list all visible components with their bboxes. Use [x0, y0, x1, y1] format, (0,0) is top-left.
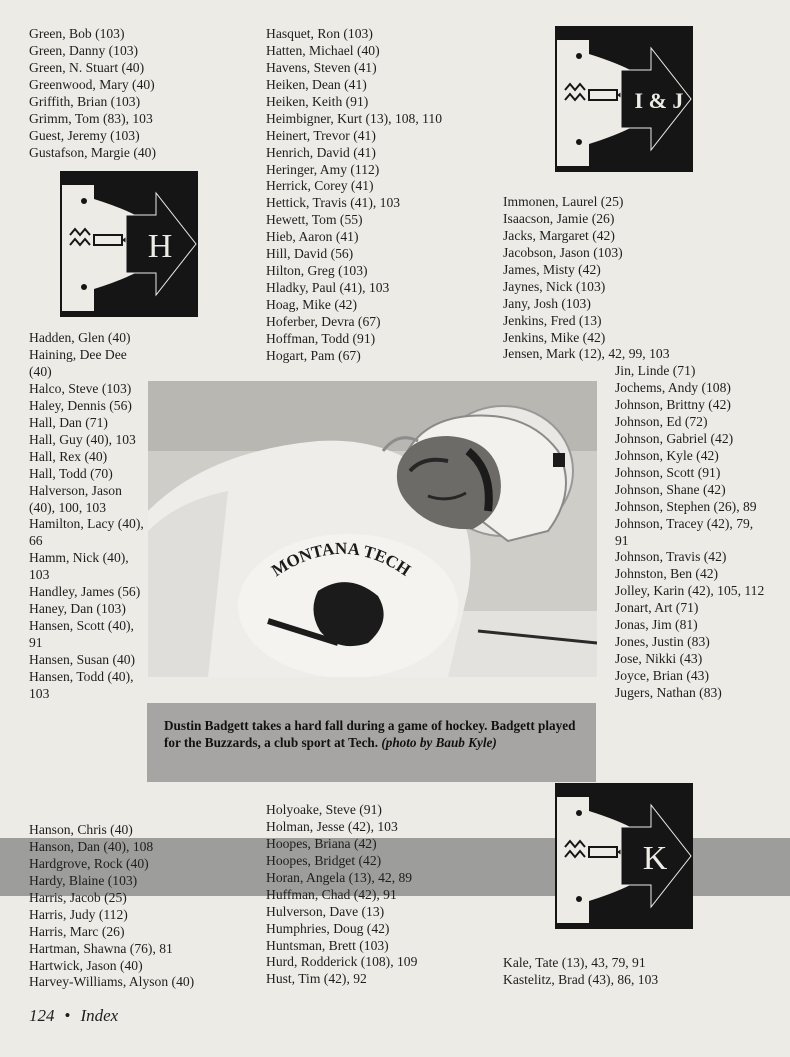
index-entry: Heiken, Dean (41) — [266, 76, 367, 92]
index-entry: Green, Bob (103) — [29, 26, 125, 41]
index-entry: Heiken, Keith (91) — [266, 93, 369, 109]
index-entry: Jose, Nikki (43) — [615, 651, 703, 667]
index-entry: Heringer, Amy (112) — [266, 161, 380, 177]
index-entry: Handley, James (56) — [29, 584, 141, 600]
index-entry: Hardgrove, Rock (40) — [29, 855, 149, 871]
section-letter-label: K — [642, 840, 668, 877]
index-entry: Johnson, Ed (72) — [615, 413, 708, 429]
index-entry: Jensen, Mark (12), 42, 99, 103 — [503, 346, 670, 362]
shirt-text: MONTANA TECH — [268, 538, 415, 581]
index-entry: Heinert, Trevor (41) — [266, 127, 376, 143]
index-entry: Joyce, Brian (43) — [615, 668, 709, 684]
index-entry: Harris, Judy (112) — [29, 906, 128, 922]
page-footer — [29, 1006, 118, 1026]
index-entry: Jolley, Karin (42), 105, 112 — [615, 583, 765, 599]
index-entry: Havens, Steven (41) — [266, 59, 377, 75]
index-entry: Hansen, Scott (40), 91 — [29, 618, 134, 651]
index-entry: Henrich, David (41) — [266, 144, 376, 160]
index-entry: Hulverson, Dave (13) — [266, 903, 385, 919]
index-entry: Johnson, Brittny (42) — [615, 396, 731, 412]
index-entry: Hansen, Susan (40) — [29, 652, 136, 668]
index-entry: Hanson, Dan (40), 108 — [29, 838, 154, 854]
index-entry: Gustafson, Margie (40) — [29, 144, 156, 160]
index-entry: Haining, Dee Dee (40) — [29, 346, 127, 379]
index-entry: Griffith, Brian (103) — [29, 93, 141, 109]
index-entry: Hamm, Nick (40), 103 — [29, 550, 129, 583]
index-entry: Hill, David (56) — [266, 246, 354, 262]
index-entry: Halco, Steve (103) — [29, 380, 132, 396]
index-column — [503, 955, 658, 989]
index-entry: Hadden, Glen (40) — [29, 330, 131, 345]
index-entry: Hansen, Todd (40), 103 — [29, 669, 134, 702]
index-entry: Immonen, Laurel (25) — [503, 194, 624, 209]
index-entry: Hoferber, Devra (67) — [266, 313, 381, 329]
index-entry: Holman, Jesse (42), 103 — [266, 818, 398, 834]
index-entry: Johnson, Stephen (26), 89 — [615, 498, 757, 514]
index-entry: Jugers, Nathan (83) — [615, 685, 722, 701]
index-column — [29, 822, 194, 991]
index-entry: Holyoake, Steve (91) — [266, 802, 382, 817]
section-letter-k — [555, 783, 693, 929]
photo-caption — [147, 703, 596, 782]
index-entry: Harris, Marc (26) — [29, 923, 125, 939]
index-column — [29, 330, 147, 703]
index-entry: Hogart, Pam (67) — [266, 347, 361, 363]
index-entry: Hall, Dan (71) — [29, 414, 108, 430]
index-entry: Jacks, Margaret (42) — [503, 227, 615, 243]
index-entry: Guest, Jeremy (103) — [29, 127, 140, 143]
index-entry: Hall, Rex (40) — [29, 448, 108, 464]
index-entry: Kale, Tate (13), 43, 79, 91 — [503, 955, 646, 970]
index-entry: Hardy, Blaine (103) — [29, 872, 138, 888]
index-entry: Johnson, Tracey (42), 79, 91 — [615, 515, 754, 548]
index-entry: Jenkins, Mike (42) — [503, 329, 606, 345]
index-entry: Hewett, Tom (55) — [266, 212, 363, 228]
index-entry: Hatten, Michael (40) — [266, 42, 380, 58]
caption-text: Dustin Badgett takes a hard fall during a game of hockey. Badgett played for the Buzzards, a club sport at Tech. — [164, 718, 576, 750]
index-entry: Jonart, Art (71) — [615, 600, 699, 616]
index-entry: Hoag, Mike (42) — [266, 297, 357, 312]
index-entry: Hasquet, Ron (103) — [266, 26, 373, 41]
section-letter-label: I & J — [634, 88, 684, 113]
index-entry: Johnson, Gabriel (42) — [615, 430, 734, 446]
index-entry: Haney, Dan (103) — [29, 601, 126, 617]
index-entry: Hall, Guy (40), 103 — [29, 431, 136, 447]
index-column — [503, 194, 670, 363]
index-entry: Jany, Josh (103) — [503, 295, 591, 311]
index-entry: Hamilton, Lacy (40), 66 — [29, 516, 144, 549]
index-entry: Green, N. Stuart (40) — [29, 59, 145, 75]
index-entry: Hilton, Greg (103) — [266, 263, 368, 279]
index-entry: Hieb, Aaron (41) — [266, 229, 359, 245]
index-entry: Harvey-Williams, Alyson (40) — [29, 974, 195, 990]
section-letter-h — [60, 171, 198, 317]
section-letter-label: H — [147, 228, 173, 265]
index-entry: Johnson, Travis (42) — [615, 549, 727, 565]
index-entry: Hoffman, Todd (91) — [266, 330, 376, 346]
index-entry: Johnson, Shane (42) — [615, 481, 726, 497]
index-entry: Jones, Justin (83) — [615, 634, 710, 650]
index-entry: Jonas, Jim (81) — [615, 617, 698, 633]
index-entry: Johnston, Ben (42) — [615, 566, 719, 582]
index-entry: Kastelitz, Brad (43), 86, 103 — [503, 971, 659, 987]
index-entry: Jochems, Andy (108) — [615, 379, 731, 395]
index-column — [266, 802, 417, 988]
index-entry: Grimm, Tom (83), 103 — [29, 110, 153, 126]
index-entry: Johnson, Kyle (42) — [615, 447, 719, 463]
index-entry: Hust, Tim (42), 92 — [266, 971, 367, 987]
index-entry: Hanson, Chris (40) — [29, 822, 133, 837]
page-number: 124 — [29, 1006, 55, 1025]
index-entry: Isaacson, Jamie (26) — [503, 210, 615, 226]
index-entry: Hoopes, Bridget (42) — [266, 852, 382, 868]
index-entry: James, Misty (42) — [503, 261, 601, 277]
index-entry: Hurd, Rodderick (108), 109 — [266, 954, 418, 970]
index-column — [29, 26, 156, 162]
index-column — [615, 363, 765, 702]
index-entry: Jaynes, Nick (103) — [503, 278, 606, 294]
index-entry: Hoopes, Briana (42) — [266, 835, 377, 851]
index-entry: Jenkins, Fred (13) — [503, 312, 602, 328]
section-letter-ij — [555, 26, 693, 172]
index-entry: Hettick, Travis (41), 103 — [266, 195, 401, 211]
index-entry: Herrick, Corey (41) — [266, 178, 374, 194]
index-entry: Hladky, Paul (41), 103 — [266, 280, 390, 296]
index-entry: Humphries, Doug (42) — [266, 920, 390, 936]
index-entry: Huntsman, Brett (103) — [266, 937, 389, 953]
index-entry: Haley, Dennis (56) — [29, 397, 132, 413]
index-entry: Horan, Angela (13), 42, 89 — [266, 869, 413, 885]
footer-section: Index — [80, 1006, 119, 1025]
index-entry: Heimbigner, Kurt (13), 108, 110 — [266, 110, 443, 126]
index-entry: Hartwick, Jason (40) — [29, 957, 143, 973]
index-entry: Harris, Jacob (25) — [29, 889, 127, 905]
index-entry: Johnson, Scott (91) — [615, 464, 721, 480]
index-entry: Halverson, Jason (40), 100, 103 — [29, 482, 122, 515]
index-entry: Jin, Linde (71) — [615, 363, 696, 378]
index-entry: Hall, Todd (70) — [29, 465, 113, 481]
index-entry: Huffman, Chad (42), 91 — [266, 886, 397, 902]
index-entry: Green, Danny (103) — [29, 42, 139, 58]
hockey-photo — [148, 381, 597, 677]
index-entry: Jacobson, Jason (103) — [503, 244, 623, 260]
footer-separator: • — [64, 1006, 71, 1025]
index-entry: Greenwood, Mary (40) — [29, 76, 155, 92]
index-column — [266, 26, 442, 365]
index-entry: Hartman, Shawna (76), 81 — [29, 940, 173, 956]
photo-credit: (photo by Baub Kyle) — [381, 735, 497, 750]
